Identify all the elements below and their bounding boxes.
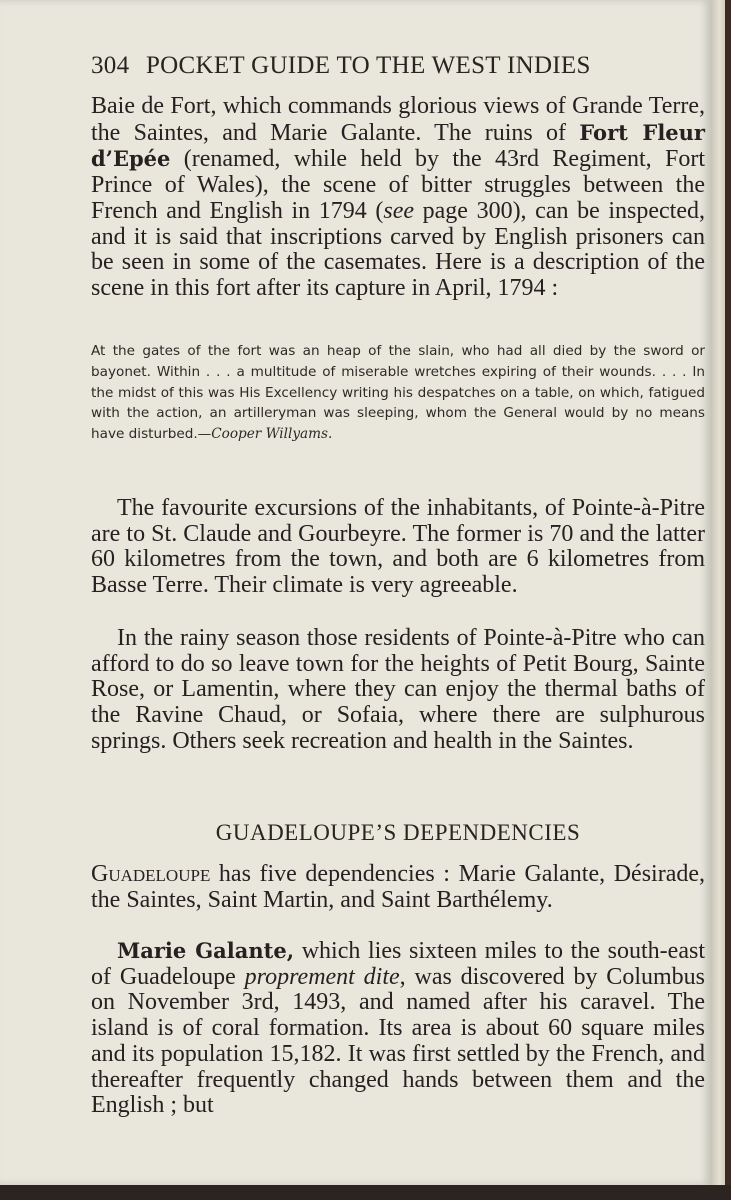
paragraph-text: (renamed, while held by the 43rd Regiment, Fort Prince of Wales), the scene of bitter struggles between the French and English in 1794 (	[91, 146, 705, 224]
quote-text: At the gates of the fort was an heap of the slain, who had all died by the sword or bayonet. Within . . . a multitude of miserable wretches expiring of their wounds. . . . In the midst of this was His Excellency writing his despatches on a table, on which, fatigued with the action, an artilleryman was sleeping, whom the General would by no means have disturbed.—	[91, 343, 705, 443]
paragraph-rainy-season	[91, 626, 705, 755]
paragraph-excursions	[91, 496, 705, 599]
running-title: POCKET GUIDE TO THE WEST INDIES	[145, 52, 591, 79]
guadeloupe-small-caps: Guadeloupe	[91, 861, 211, 887]
section-heading: GUADELOUPE’S DEPENDENCIES	[215, 820, 581, 845]
paragraph-marie-galante	[91, 938, 705, 1119]
paragraph-text: , was discovered by Columbus on November 3rd, 1493, and named after his caravel. The island is of coral formation. Its area is about 60 square miles and its population 15,182. It was first settled by the French, and thereafter frequently changed hands between them and the English ; but	[91, 963, 705, 1119]
page-edge	[712, 0, 731, 1200]
marie-galante-bold: Marie Galante,	[117, 938, 295, 963]
paragraph-text: In the rainy season those residents of Pointe-à-Pitre who can afford to do so leave town for the heights of Petit Bourg, Sainte Rose, or Lamentin, where they can enjoy the thermal baths of the Ravine Chaud, or Sofaia, where there are sulphurous springs. Others seek recreation and health in the Saintes.	[91, 625, 705, 754]
proprement-dite-italic: proprement dite	[244, 963, 400, 990]
see-italic: see	[383, 197, 415, 224]
book-spine	[725, 0, 731, 1200]
quote-attribution: Cooper Willyams.	[211, 426, 333, 443]
paragraph-text: Baie de Fort, which commands glorious views of Grande Terre, the Saintes, and Marie Galante. The ruins of	[91, 93, 705, 146]
page-number: 304	[91, 52, 130, 79]
fort-name-bold: Fort Fleur d’Epée	[91, 119, 705, 172]
paragraph-text: has five dependencies : Marie Galante, Désirade, the Saintes, Saint Martin, and Saint Barthélemy.	[91, 861, 705, 913]
paragraph-text: which lies sixteen miles to the south-east of Guadeloupe	[91, 938, 705, 990]
running-header	[91, 52, 703, 80]
paragraph-text: The favourite excursions of the inhabitants, of Pointe-à-Pitre are to St. Claude and Gourbeyre. The former is 70 and the latter 60 kilometres from the town, and both are 6 kilometres from Basse Terre. Their climate is very agreeable.	[91, 495, 705, 599]
paragraph-dependencies	[91, 862, 705, 913]
bottom-shadow	[0, 1185, 731, 1200]
paragraph-text: page 300), can be inspected, and it is said that inscriptions carved by English prisoners can be seen in some of the casemates. Here is a description of the scene in this fort after its capture in April, 1794 :	[91, 197, 705, 301]
paragraph-fort-fleur	[91, 94, 705, 302]
block-quote	[91, 341, 705, 445]
